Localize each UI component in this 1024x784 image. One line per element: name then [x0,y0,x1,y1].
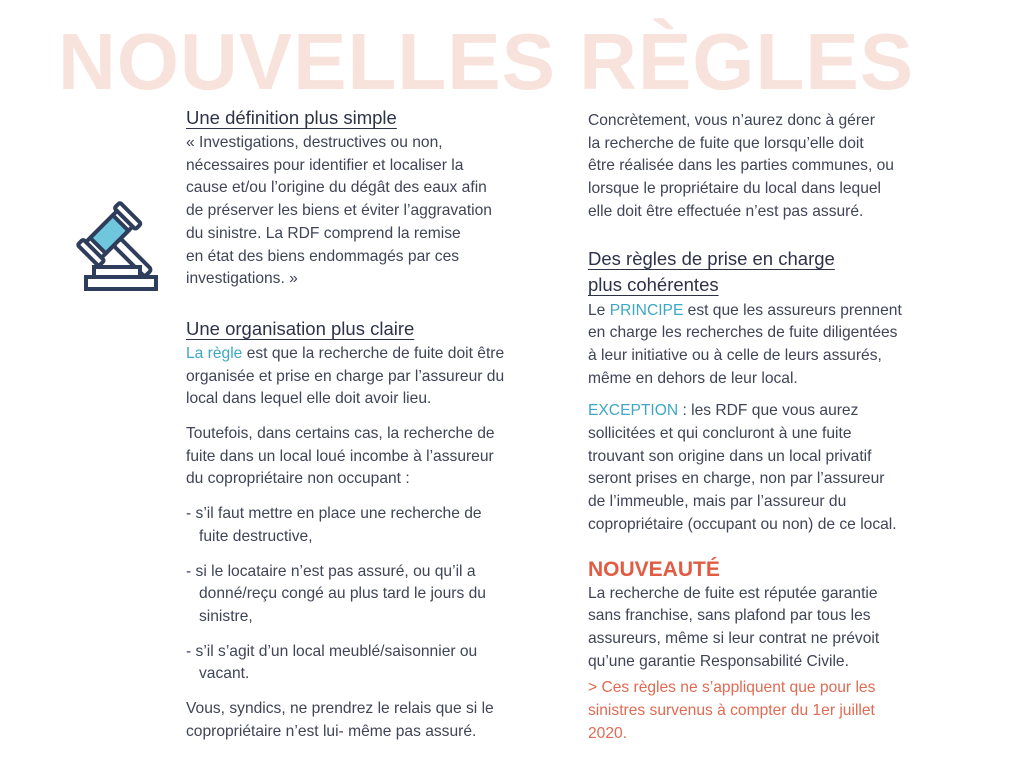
intro-text: Concrètement, vous n’aurez donc à gérer la recherche de fuite que lorsqu’elle doit être réalisée dans les parties communes, ou lorsque le propriétaire du local dans lequel elle doit être effectuée n’est pas assuré. [588,112,894,220]
heading-definition: Une définition plus simple [186,107,397,128]
principe-keyword: PRINCIPE [609,301,684,319]
page-title: NOUVELLES RÈGLES [58,17,915,106]
definition-text: « Investigations, destructives ou non, nécessaires pour identifier et localiser la cause et/ou l’origine du dégât des eaux afin de préserver les biens et éviter l’aggravation du sinistre. La RDF comprend la remise en état des biens endommagés par ces investigations. » [186,134,492,288]
left-column [186,106,576,743]
exception-text: EXCEPTION : les RDF que vous aurez sollicitées et qui concluront à une fuite trouvant son origine dans un local privatif seront prises en charge, non par l’assureur de l’immeuble, mais par l’assureur du copropriétaire (occupant ou non) de ce local. [588,402,897,533]
exception-cases-intro: Toutefois, dans certains cas, la recherche de fuite dans un local loué incombe à l’assureur du copropriétaire non occupant : [186,425,495,488]
syndics-note: Vous, syndics, ne prendrez le relais que si le copropriétaire n’est lui- même pas assuré. [186,700,494,740]
date-note: > Ces règles ne s’appliquent que pour les sinistres survenus à compter du 1er juillet 2020. [588,679,876,742]
list-item: - si le locataire n’est pas assuré, ou qu’il a donné/reçu congé au plus tard le jours du sinistre, [186,562,486,625]
rule-text: La règle est que la recherche de fuite doit être organisée et prise en charge par l’assureur du local dans lequel elle doit avoir lieu. [186,344,505,408]
right-column [588,110,978,745]
heading-organisation: Une organisation plus claire [186,317,415,339]
rule-keyword: La règle [186,344,243,362]
exception-keyword: EXCEPTION [588,402,679,420]
principe-text: Le PRINCIPE est que les assureurs prennent en charge les recherches de fuite diligentées à leur initiative ou à celle de leurs assurés, même en dehors de leur local. [588,301,902,387]
list-item: - s’il s’agit d’un local meublé/saisonnier ou vacant. [186,642,478,683]
nouveaute-title: NOUVEAUTÉ [588,557,720,581]
list-item: - s’il faut mettre en place une recherche de fuite destructive, [186,505,482,545]
gavel-icon [58,193,160,293]
nouveaute-text: La recherche de fuite est réputée garantie sans franchise, sans plafond par tous les assureurs, même si leur contrat ne prévoit qu’une garantie Responsabilité Civile. [588,584,880,670]
heading-prise-en-charge: Des règles de prise en charge plus cohérentes [588,247,835,295]
